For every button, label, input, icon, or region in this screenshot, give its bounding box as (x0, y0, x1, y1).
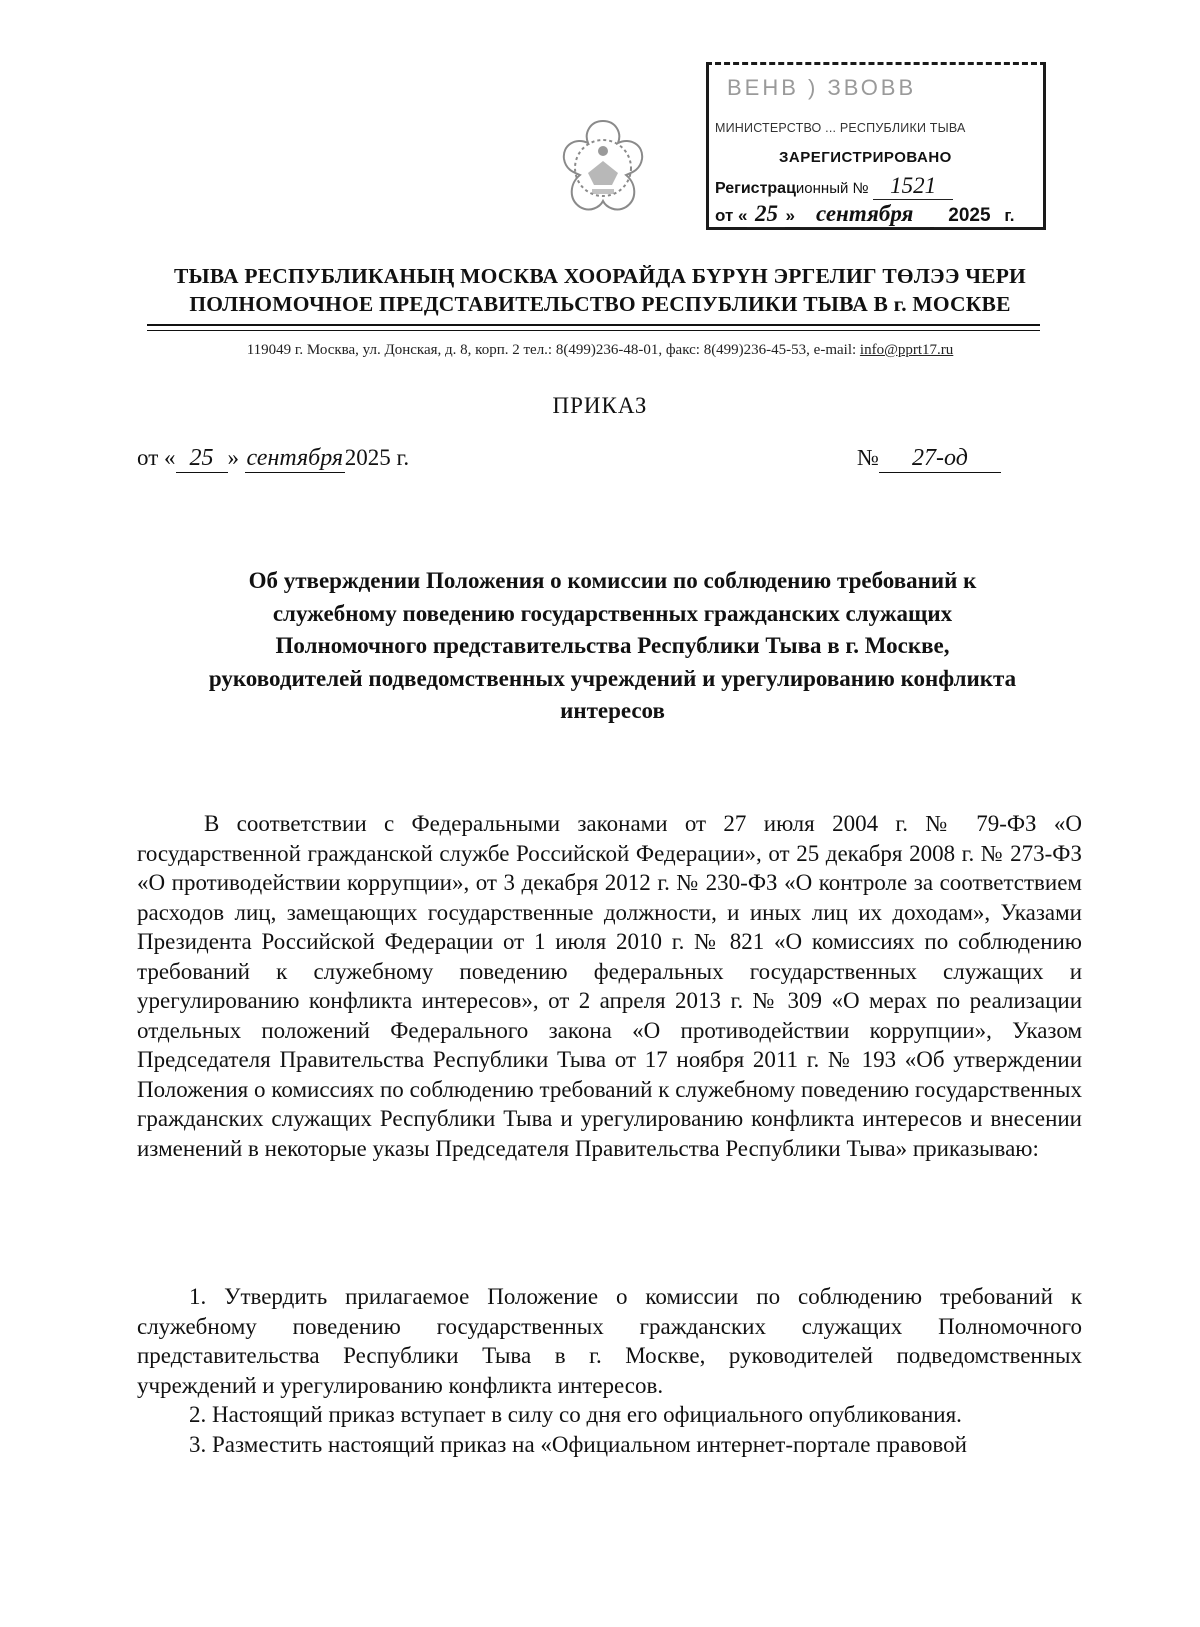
subject-line: руководителей подведомственных учреждений и урегулированию конфликта (208, 665, 1017, 691)
stamp-date-prefix: от « (715, 206, 748, 225)
subject-line: Полномочного представительства Республики Тыва в г. Москве, (275, 633, 950, 658)
stamp-ministry: МИНИСТЕРСТВО ... РЕСПУБЛИКИ ТЫВА (715, 121, 966, 135)
header-rule (147, 324, 1040, 326)
stamp-date-line: от « 25 » сентября 2025 г. (715, 201, 1015, 226)
order-date-mid: » (227, 445, 239, 470)
stamp-month: сентября (800, 201, 930, 228)
order-title: ПРИКАЗ (552, 393, 648, 418)
org-address (0, 342, 1200, 359)
preamble (137, 809, 1082, 1163)
stamp-registered: ЗАРЕГИСТРИРОВАНО (779, 149, 952, 166)
subject-line: служебному поведению государственных гражданских служащих (272, 600, 953, 626)
order-year: 2025 г. (344, 445, 410, 470)
address-text: 119049 г. Москва, ул. Донская, д. 8, корп. 2 тел.: 8(499)236-48-01, факс: 8(499)236-45-53, e-mail: (246, 342, 860, 358)
header-rule-thin (147, 330, 1040, 331)
order-number (857, 445, 1001, 473)
stamp-reg-line (715, 173, 953, 200)
order-date-prefix: от « (137, 445, 176, 470)
order-item-2: 2. Настоящий приказ вступает в силу со дня его официального опубликования. (189, 1402, 962, 1427)
order-date (137, 445, 409, 473)
stamp-day: 25 (747, 201, 785, 228)
order-day: 25 (176, 445, 228, 473)
tuva-emblem-icon (548, 113, 658, 223)
stamp-reg-label-rest: ионный № (795, 180, 869, 197)
order-item-1: 1. Утвердить прилагаемое Положение о комиссии по соблюдению требований к служебному поведению государственных гражданских служащих Полномочного представительства Республики Тыва в г. Москве, руководителей подведомственных учреждений и урегулированию конфликта интересов. (137, 1284, 1082, 1398)
preamble-text: В соответствии с Федеральными законами от 27 июля 2004 г. № 79-ФЗ «О государственной гражданской службе Российской Федерации», от 25 декабря 2008 г. № 273-ФЗ «О противодействии коррупции», от 3 декабря 2012 г. № 230-ФЗ «О контроле за соответствием расходов лиц, замещающих государственные должности, и иных лиц их доходам», Указами Президента Российской Федерации от 1 июля 2010 г. № 821 «О комиссиях по соблюдению требований к служебному поведению федеральных государственных служащих и урегулированию конфликта интересов», от 2 апреля 2013 г. № 309 «О мерах по реализации отдельных положений Федерального закона «О противодействии коррупции», Указом Председателя Правительства Республики Тыва от 17 ноября 2011 г. № 193 «Об утверждении Положения о комиссиях по соблюдению требований к служебному поведению государственных гражданских служащих Республики Тыва и урегулированию конфликта интересов и внесении изменений в некоторые указы Председателя Правительства Республики Тыва» приказываю: (137, 811, 1082, 1161)
stamp-year: 2025 (934, 205, 1004, 228)
order-items (137, 1282, 1082, 1459)
registration-stamp (706, 62, 1046, 230)
subject-line: интересов (560, 698, 665, 723)
order-number-value: 27-од (879, 445, 1001, 473)
stamp-reg-number: 1521 (873, 173, 953, 200)
org-name-tyvan: ТЫВА РЕСПУБЛИКАНЫҢ МОСКВА ХООРАЙДА БҮРҮН ЭРГЕЛИГ ТӨЛЭЭ ЧЕРИ (174, 264, 1026, 288)
org-name-russian: ПОЛНОМОЧНОЕ ПРЕДСТАВИТЕЛЬСТВО РЕСПУБЛИКИ ТЫВА В г. МОСКВЕ (189, 292, 1011, 316)
stamp-reg-label: Регистрац (715, 180, 796, 197)
stamp-year-suffix: г. (1004, 206, 1015, 225)
order-item-3: 3. Разместить настоящий приказ на «Официальном интернет-портале правовой (189, 1431, 967, 1457)
email-link[interactable]: info@pprt17.ru (859, 342, 954, 358)
stamp-faded-text: ВЕНВ ) ЗВОВВ (727, 75, 917, 100)
subject-line: Об утверждении Положения о комиссии по соблюдению требований к (248, 568, 977, 593)
order-month: сентября (246, 445, 344, 471)
order-subject (140, 565, 1085, 728)
order-number-prefix: № (857, 445, 879, 470)
